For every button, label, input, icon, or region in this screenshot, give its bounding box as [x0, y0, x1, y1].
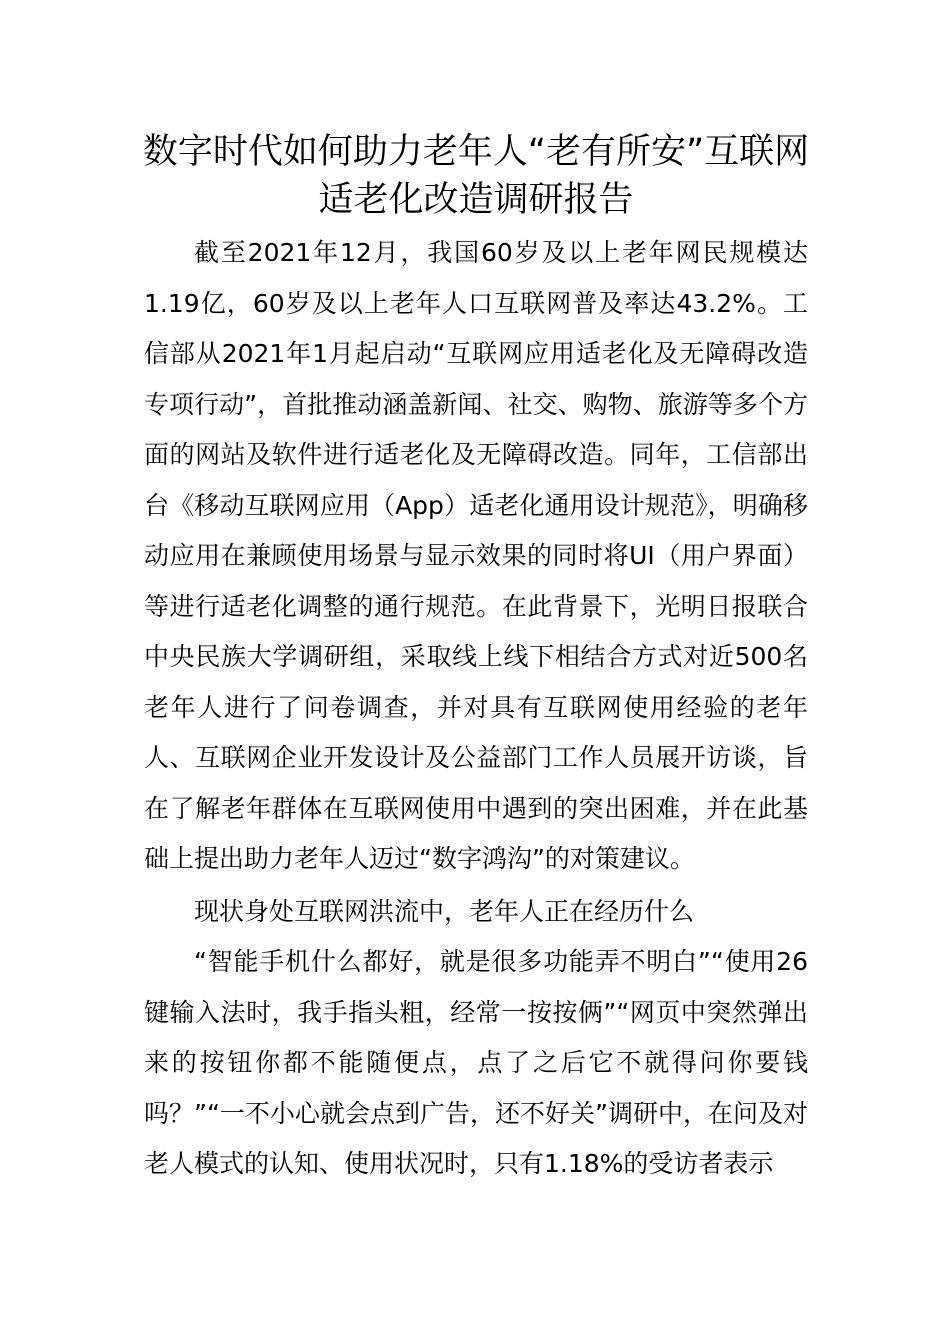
paragraph-intro: 截至2021年12月，我国60岁及以上老年网民规模达1.19亿，60岁及以上老年人口互联网普及率达43.2%。工信部从2021年1月起启动“互联网应用适老化及无障碍改造专项行动”，首批推动涵盖新闻、社交、购物、旅游等多个方面的网站及软件进行适老化及无障碍改造。同年，工信部出台《移动互联网应用（App）适老化通用设计规范》，明确移动应用在兼顾使用场景与显示效果的同时将UI（用户界面）等进行适老化调整的通行规范。在此背景下，光明日报联合中央民族大学调研组，采取线上线下相结合方式对近500名老年人进行了问卷调查，并对具有互联网使用经验的老年人、互联网企业开发设计及公益部门工作人员展开访谈，旨在了解老年群体在互联网使用中遇到的突出困难，并在此基础上提出助力老年人迈过“数字鸿沟”的对策建议。: [144, 238, 808, 873]
paragraph-survey: “智能手机什么都好，就是很多功能弄不明白”“使用26键输入法时，我手指头粗，经常一按按俩”“网页中突然弹出来的按钮你都不能随便点，点了之后它不就得问你要钱吗？”“一不小心就会点到广告，还不好关”调研中，在问及对老人模式的认知、使用状况时，只有1.18%的受访者表示: [144, 947, 808, 1178]
section-heading: 现状身处互联网洪流中，老年人正在经历什么: [194, 896, 695, 926]
title-line-1: 数字时代如何助力老年人“老有所安”互联网: [142, 132, 810, 172]
document-title: [120, 128, 832, 224]
document-body: [144, 228, 808, 1190]
title-line-2: 适老化改造调研报告: [318, 180, 634, 220]
